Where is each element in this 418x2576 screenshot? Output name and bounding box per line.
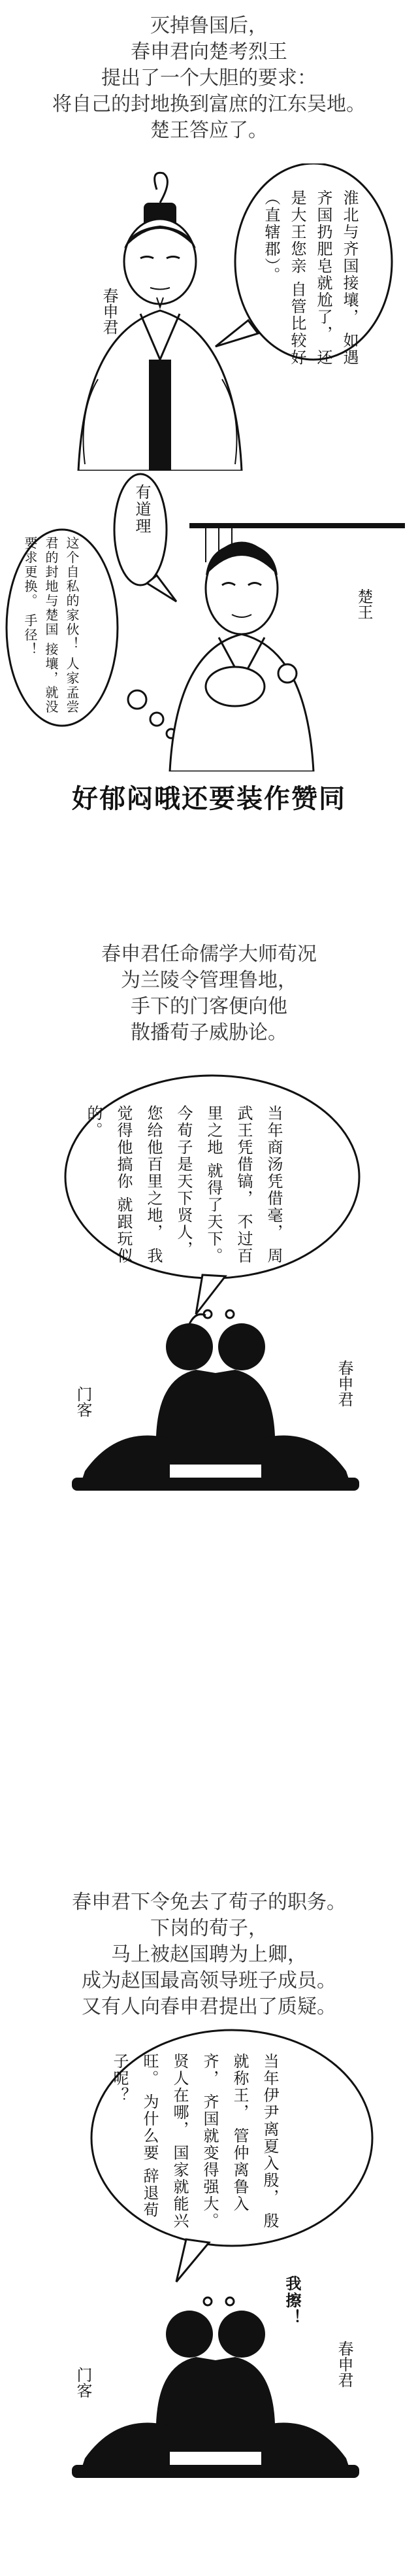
- character-name-chunshenjun: 春申君: [100, 288, 118, 335]
- speech-line: 淮北与齐国接壤，: [340, 190, 359, 326]
- panel3-caption: [0, 941, 418, 1046]
- character-name-chunshenjun: 春申君: [335, 1360, 353, 1407]
- caption-line: 提出了一个大胆的要求：: [101, 67, 317, 90]
- speech-line: 殷就称王，: [231, 2053, 279, 2229]
- speech-line: 今荀子是天下贤人，: [174, 1105, 193, 1258]
- caption-line: 成为赵国最高领导班子成员。: [82, 1969, 336, 1992]
- speech-line: 还是大王您亲: [288, 190, 332, 366]
- silhouette-pair: [72, 1310, 359, 1491]
- silhouette-pair: [72, 2297, 359, 2478]
- character-name-chunshenjun: 春申君: [335, 2341, 353, 2388]
- speech-line: 不过百里之地: [204, 1105, 253, 1264]
- thought-line: 手径！: [22, 613, 38, 657]
- speech-line: 如遇齐国扔肥皂就尬了，: [314, 190, 359, 366]
- caption-line: 散播荀子威胁论。: [131, 1021, 287, 1044]
- panel4-caption: [0, 1890, 418, 2020]
- caption-line: 春申君任命儒学大师荀况: [101, 943, 317, 966]
- speech-line: 国家就能兴旺。: [140, 2053, 189, 2229]
- character-name-menke: 门客: [74, 1386, 92, 1417]
- thought-text: [20, 536, 82, 719]
- caption-line: 手下的门客便向他: [131, 995, 287, 1018]
- caption-line: 灭掉鲁国后，: [150, 14, 268, 37]
- speech-line: 就得了天下。: [204, 1162, 223, 1264]
- speech-line: 为什么要: [140, 2093, 159, 2161]
- speech-line: 自管比较好（直辖郡）。: [262, 190, 306, 366]
- exclaim-text: 我擦！: [283, 2275, 302, 2326]
- handwritten-caption: 好郁闷哦还要装作赞同: [72, 783, 346, 814]
- thought-line: 接壤，就没要求更换。: [22, 536, 59, 715]
- speech-line: 当年商汤凭借毫，: [265, 1105, 283, 1241]
- speech-line: 当年伊尹离夏入殷，: [261, 2053, 279, 2206]
- speech-line: 周武王凭借镐，: [234, 1105, 283, 1264]
- character-name-menke: 门客: [74, 2367, 92, 2398]
- thought-line: 人家孟尝君的封地与楚国: [43, 536, 80, 715]
- speech-text: [78, 1105, 289, 1268]
- short-bubble-text: 有道理: [133, 484, 151, 535]
- speech-text: [258, 190, 362, 366]
- caption-line: 为兰陵令管理鲁地，: [121, 969, 297, 992]
- caption-line: 将自己的封地换到富庶的江东吴地。: [52, 93, 366, 116]
- speech-line: 贤人在哪，: [170, 2053, 189, 2138]
- caption-line: 下岗的荀子，: [150, 1917, 268, 1940]
- speech-line: 我觉得他搞你: [114, 1105, 163, 1264]
- speech-text: [104, 2053, 285, 2229]
- speech-line: 您给他百里之地，: [144, 1105, 163, 1241]
- caption-line: 春申君下令免去了荀子的职务。: [72, 1891, 346, 1914]
- speech-line: 辞退荀子呢？: [110, 2053, 159, 2219]
- speech-line: 管仲离鲁入齐，: [201, 2053, 249, 2212]
- caption-line: 春申君向楚考烈王: [131, 41, 287, 63]
- chu-king-figure: [170, 528, 314, 771]
- panel1-caption: [0, 13, 418, 144]
- speech-line: 就跟玩似的。: [84, 1105, 133, 1264]
- caption-line: 又有人向春申君提出了质疑。: [82, 1995, 336, 2018]
- character-name-chu-king: 楚王: [355, 588, 373, 620]
- caption-line: 马上被赵国聘为上卿，: [111, 1943, 307, 1966]
- caption-line: 楚王答应了。: [150, 119, 268, 142]
- speech-line: 齐国就变得强大。: [201, 2093, 219, 2229]
- thought-line: 这个自私的家伙！: [64, 536, 80, 651]
